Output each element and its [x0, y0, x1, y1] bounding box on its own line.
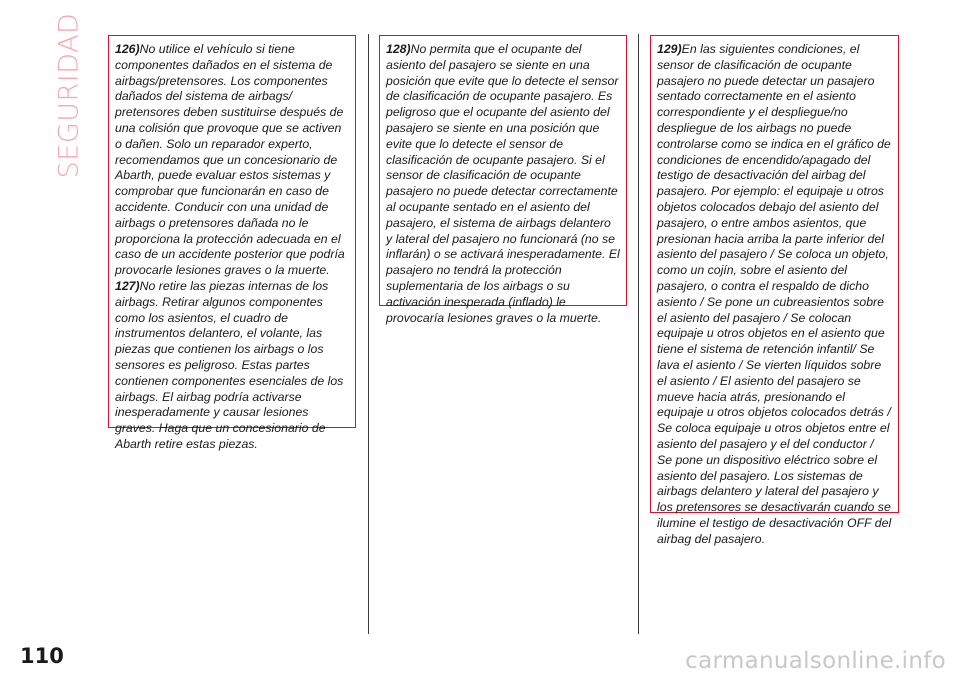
warning-text: No utilice el vehículo si tiene componentes dañados en el sistema de airbags/pretensores. Los componentes dañados del sistema de airbags/ pretensores deben sustituirse después de una colisión que provoque que se activen o dañen. Solo un reparador experto, recomendamos que un concesionario de Abarth, puede evaluar estos sistemas y comprobar que funcionarán en caso de accidente. Conducir con una unidad de airbags o pretensores dañada no le proporciona la protección adecuada en el caso de un accidente posterior que podría provocarle lesiones graves o la muerte.: [115, 42, 345, 278]
warning-text: No permita que el ocupante del asiento del pasajero se siente en una posición que evite que lo detecte el sensor de clasificación de ocupante pasajero. Es peligroso que el ocupante del asiento del pasajero se siente en una posición que evite que lo detecte el sensor de clasificación de ocupante pasajero. Si el sensor de clasificación de ocupante pasajero no puede detectar correctamente al ocupante sentado en el asiento del pasajero, el sistema de airbags delantero y lateral del pasajero no funcionará (no se inflarán) o se activará inesperadamente. El pasajero no tendrá la protección suplementaria de los airbags o su activación inesperada (inflado) le provocaría lesiones graves o la muerte.: [386, 42, 620, 325]
column-divider-2: [638, 34, 639, 634]
warning-127: [115, 279, 349, 453]
warning-box-3: [650, 35, 899, 546]
warning-text: No retire las piezas internas de los airbags. Retirar algunos componentes como los asientos, el cuadro de instrumentos delantero, el volante, las piezas que contienen los airbags o los sensores es peligroso. Estas partes contienen componentes esenciales de los airbags. El airbag podría activarse inesperadamente y causar lesiones graves. Haga que un concesionario de Abarth retire estas piezas.: [115, 278, 344, 451]
section-title: [53, 12, 85, 178]
watermark: carmanualsonline.info: [685, 648, 946, 674]
warning-128: [386, 42, 620, 326]
warning-number: 128): [386, 42, 411, 56]
warning-126: [115, 42, 349, 279]
warning-number: 129): [657, 42, 682, 56]
warning-box-2: [379, 35, 627, 325]
warning-number: 127): [115, 278, 140, 293]
warning-129: [657, 42, 892, 548]
column-divider-1: [368, 34, 369, 634]
warning-number: 126): [115, 42, 140, 56]
warning-text: En las siguientes condiciones, el sensor de clasificación de ocupante pasajero no puede detectar un pasajero sentado correctamente en el asiento correspondiente y el despliegue/no despliegue de los airbags no puede controlarse como se indica en el gráfico de condiciones de encendido/apagado del testigo de desactivación del airbag del pasajero. Por ejemplo: el equipaje u otros objetos colocados debajo del asiento del pasajero, o entre ambos asientos, que presionan hacia arriba la parte inferior del asiento del pasajero / Se coloca un objeto, como un cojín, sobre el asiento del pasajero, o contra el respaldo de dicho asiento / Se pone un cubreasientos sobre el asiento del pasajero / Se colocan equipaje u otros objetos en el asiento que tiene el sistema de retención infantil/ Se lava el asiento / Se vierten líquidos sobre el asiento / El asiento del pasajero se mueve hacia atrás, presionando el equipaje u otros objetos colocados detrás / Se coloca equipaje u otros objetos entre el asiento del pasajero y el del conductor / Se pone un dispositivo eléctrico sobre el asiento del pasajero. Los sistemas de airbags delantero y lateral del pasajero y los pretensores se desactivarán cuando se ilumine el testigo de desactivación OFF del airbag del pasajero.: [657, 42, 892, 546]
section-title-text: SEGURIDAD: [53, 12, 85, 178]
warning-box-1: [108, 35, 356, 451]
page-number: 110: [20, 644, 64, 668]
